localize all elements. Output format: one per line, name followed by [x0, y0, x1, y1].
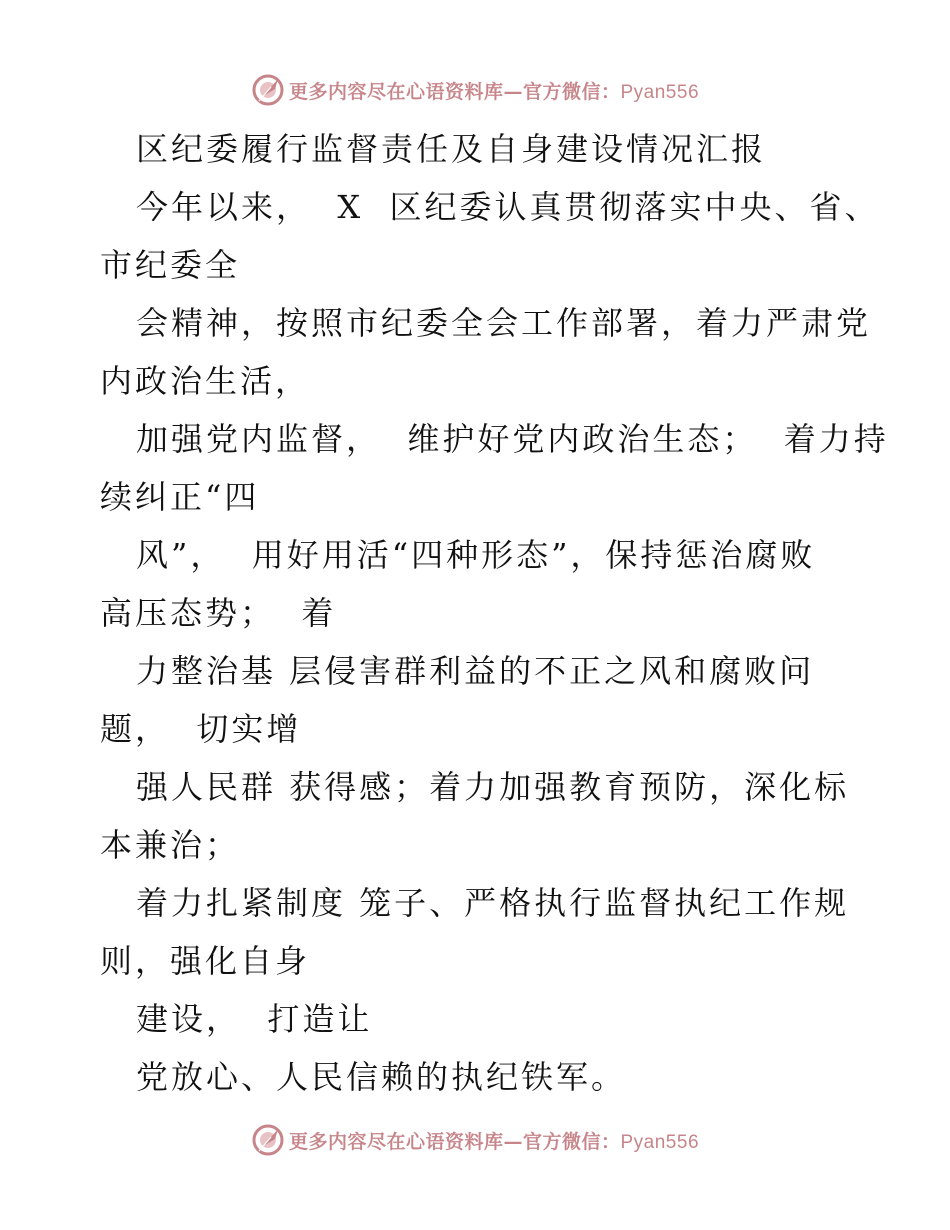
document-title: 区纪委履行监督责任及自身建设情况汇报	[136, 130, 767, 168]
watermark-text: 更多内容尽在心语资料库—官方微信：Pyan556	[288, 80, 700, 103]
paragraph-line: 会精神，按照市纪委全会工作部署，着力严肃党	[136, 304, 872, 342]
paragraph-line: 加强党内监督， 维护好党内政治生态； 着力持	[136, 420, 889, 458]
watermark-text: 更多内容尽在心语资料库—官方微信：Pyan556	[288, 1130, 700, 1153]
paragraph-line: 风”， 用好用活“四种形态”，保持惩治腐败	[136, 536, 816, 574]
paragraph-line: 今年以来， X 区纪委认真贯彻落实中央、省、	[136, 188, 880, 226]
paragraph-line: 内政治生活，	[100, 362, 311, 400]
paragraph-line: 题， 切实增	[100, 710, 302, 748]
paragraph-line: 着力扎紧制度 笼子、严格执行监督执纪工作规	[136, 884, 850, 922]
quill-logo-icon	[251, 73, 285, 107]
paragraph-line: 力整治基 层侵害群利益的不正之风和腐败问	[136, 652, 815, 690]
paragraph-line: 市纪委全	[100, 246, 241, 284]
header-watermark	[0, 70, 950, 110]
paragraph-line: 则，强化自身	[100, 942, 311, 980]
paragraph-line: 续纠正“四	[100, 478, 260, 516]
paragraph-line: 本兼治；	[100, 826, 241, 864]
quill-logo-icon	[251, 1123, 285, 1157]
paragraph-line: 高压态势； 着	[100, 594, 337, 632]
paragraph-line: 强人民群 获得感；着力加强教育预防，深化标	[136, 768, 850, 806]
paragraph-line: 建设， 打造让	[136, 1000, 373, 1038]
paragraph-line: 党放心、人民信赖的执纪铁军。	[136, 1058, 627, 1096]
footer-watermark	[0, 1120, 950, 1160]
